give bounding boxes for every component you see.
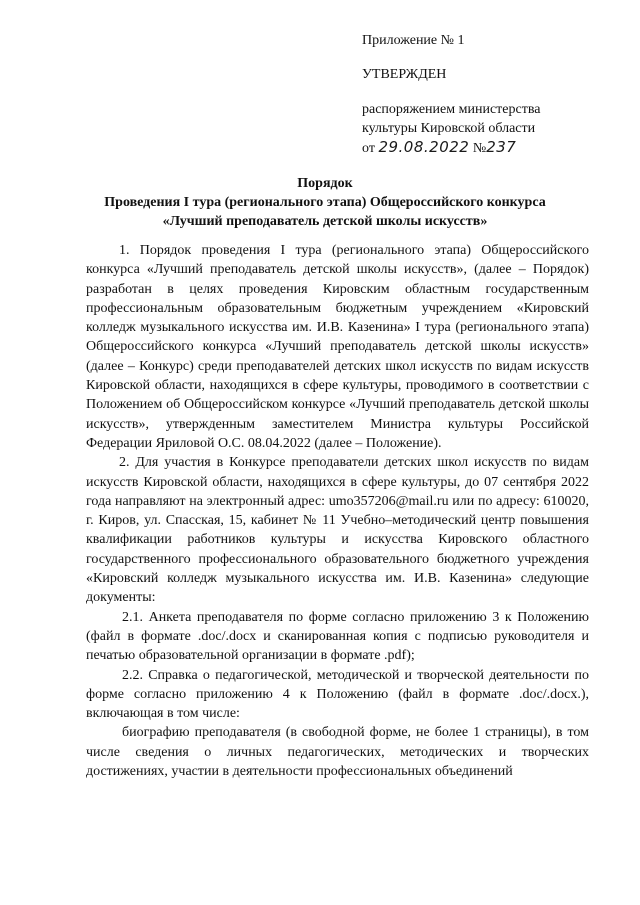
- number-sign: №: [472, 141, 487, 156]
- handwritten-number: 237: [486, 138, 517, 156]
- appendix-label: Приложение № 1: [362, 33, 465, 48]
- paragraph-1: 1. Порядок проведения I тура (регионального этапа) Общероссийского конкурса «Лучший преподаватель детской школы искусств», (далее – Порядок) разработан в целях проведения Кировским областным государственным профессиональным образовательным бюджетным учреждением «Кировский колледж музыкального искусства им. И.В. Казенина» I тура (регионального этапа) Общероссийского конкурса «Лучший преподаватель детской школы искусств» (далее – Конкурс) среди преподавателей детских школ искусств по видам искусств Кировской области, находящихся в сфере культуры, проводимого в соответствии с Положением об Общероссийском конкурсе «Лучший преподаватель детской школы искусств», утвержденным заместителем Министра культуры Российской Федерации Яриловой О.С. 08.04.2022 (далее – Положение).: [86, 243, 589, 451]
- handwritten-date: 29.08.2022: [378, 138, 470, 156]
- title-line-1: Порядок: [297, 176, 353, 191]
- paragraph-2-1: 2.1. Анкета преподавателя по форме согласно приложению 3 к Положению (файл в формате .doc/.docx и сканированная копия с подписью руководителя и печатью образовательной организации в формате .pdf);: [86, 609, 589, 664]
- paragraph-2-3: биографию преподавателя (в свободной форме, не более 1 страницы), в том числе сведения о личных педагогических, методических и творческих достижениях, участии в деятельности профессиональных объединений: [86, 725, 589, 780]
- approval-line-1: распоряжением министерства: [362, 102, 541, 117]
- approved-label: УТВЕРЖДЕН: [362, 67, 447, 82]
- date-prefix: от: [362, 141, 375, 156]
- approval-block: [362, 100, 540, 158]
- paragraph-2: 2. Для участия в Конкурсе преподаватели детских школ искусств по видам искусств Кировской области, находящихся в сфере культуры, до 07 сентября 2022 года направляют на электронный адрес: umo357206@mail.ru или по адресу: 610020, г. Киров, ул. Спасская, 15, кабинет № 11 Учебно–методический центр повышения квалификации работников культуры и искусства Кировского областного государственного профессионального образовательного бюджетного учреждения «Кировский колледж музыкального искусства им. И.В. Казенина» следующие документы:: [86, 455, 589, 606]
- title-line-2: Проведения I тура (регионального этапа) Общероссийского конкурса: [104, 195, 546, 210]
- title-line-3: «Лучший преподаватель детской школы искусств»: [162, 214, 488, 229]
- approval-line-3: [362, 138, 540, 158]
- approval-line-2: культуры Кировской области: [362, 121, 536, 136]
- paragraph-2-2: 2.2. Справка о педагогической, методической и творческой деятельности по форме согласно приложению 4 к Положению (файл в формате .doc/.docx.), включающая в том числе:: [86, 667, 589, 722]
- document-body: [86, 241, 589, 781]
